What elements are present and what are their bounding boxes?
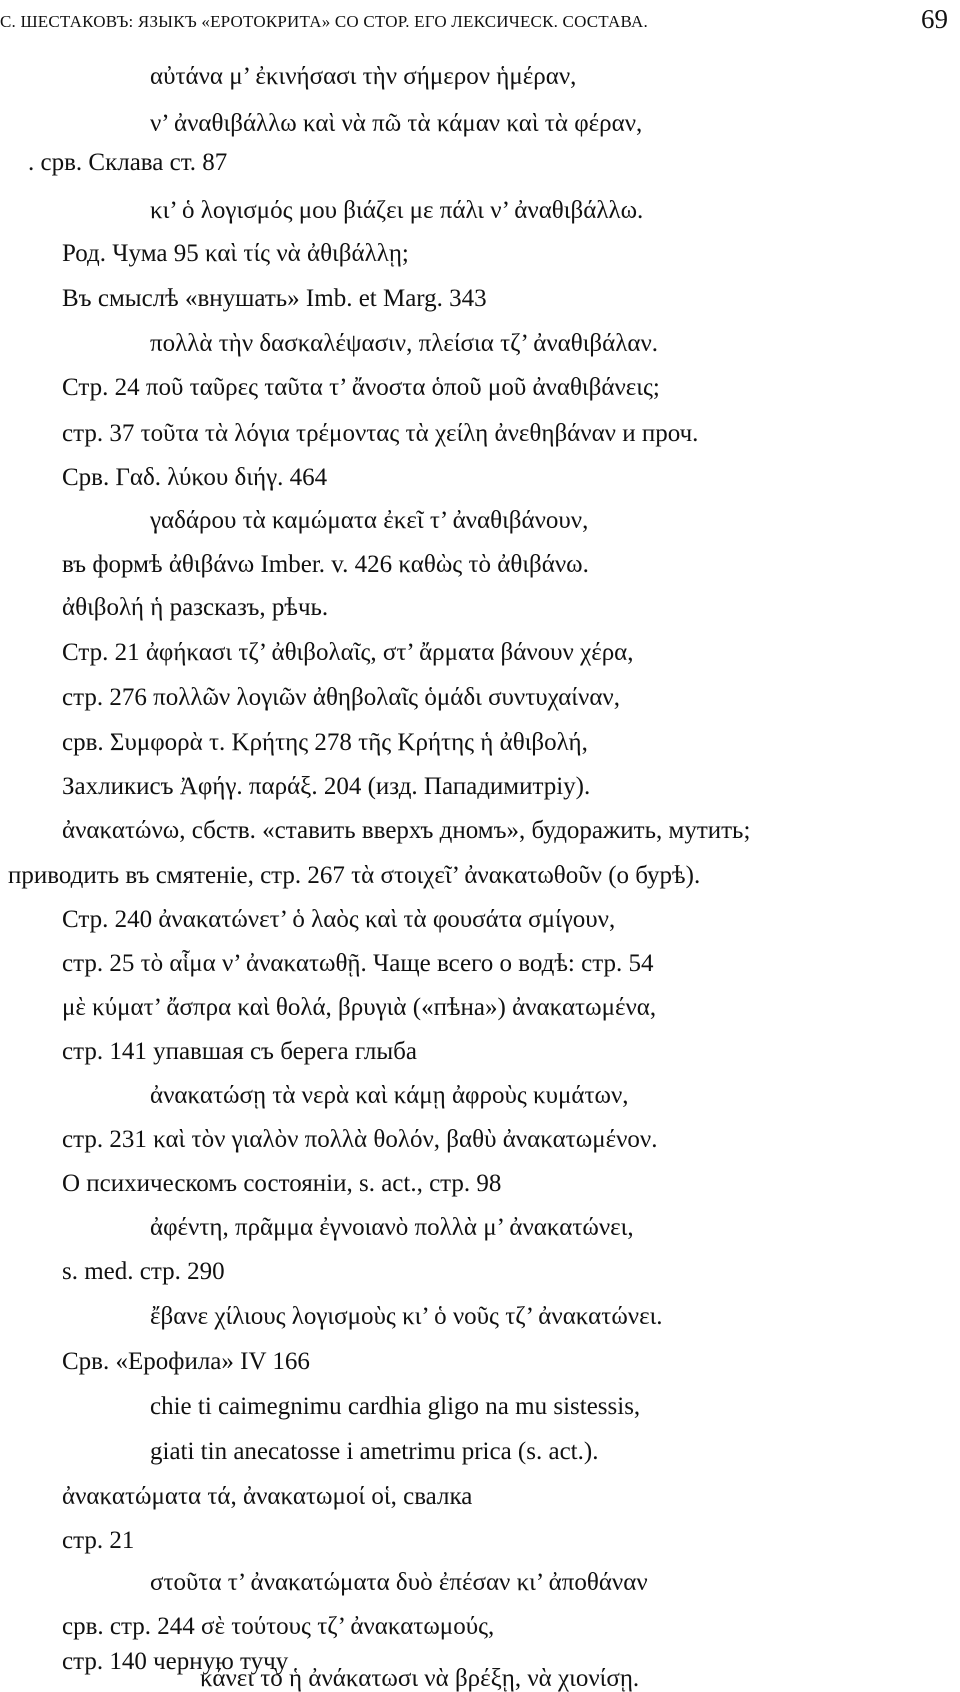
text-line: стр. 21	[62, 1527, 135, 1554]
page-header	[0, 4, 950, 40]
text-line: Стр. 240 ἀνακατώνετ’ ὁ λαὸς καὶ τὰ φουσάτα σμίγουν,	[62, 906, 616, 933]
text-line: κάνει τὸ ἡ ἀνάκατωσι νὰ βρέξῃ, νὰ χιονίσῃ.	[200, 1665, 640, 1692]
text-line: приводить въ смятеніе, стр. 267 τὰ στοιχεῖ’ ἀνακατωθοῦν (о бурѣ).	[8, 862, 701, 889]
text-line: ἀθιβολή ἡ разсказъ, рѣчь.	[62, 594, 329, 621]
text-line: στοῦτα τ’ ἀνακατώματα δυὸ ἐπέσαν κι’ ἀποθάναν	[150, 1569, 648, 1596]
text-line: ἀνακατώσῃ τὰ νερὰ καὶ κάμῃ ἀφροὺς κυμάτων,	[150, 1082, 629, 1109]
text-line: стр. 276 πολλῶν λογιῶν ἀθηβολαῖς ὁμάδι συντυχαίναν,	[62, 684, 620, 711]
text-line: ἔβανε χίλιους λογισμοὺς κι’ ὁ νοῦς τζ’ ἀνακατώνει.	[150, 1303, 663, 1330]
text-line: въ формѣ ἀθιβάνω Imber. v. 426 καθὼς τὸ ἀθιβάνω.	[62, 551, 589, 578]
text-line: срв. Συμφορὰ τ. Κρήτης 278 τῆς Κρήτης ἡ ἀθιβολή,	[62, 729, 588, 756]
text-line: стр. 140 черную тучу	[62, 1648, 289, 1675]
text-line: стр. 231 καὶ τὸν γιαλὸν πολλὰ θολόν, βαθὺ ἀνακατωμένον.	[62, 1126, 658, 1153]
text-line: стр. 141 упавшая съ берега глыба	[62, 1038, 417, 1065]
text-line: О психическомъ состояніи, s. act., стр. 98	[62, 1170, 502, 1197]
text-line: ν’ ἀναθιβάλλω καὶ νὰ πῶ τὰ κάμαν καὶ τὰ φέραν,	[150, 110, 643, 137]
text-line: Срв. «Ерофила» IV 166	[62, 1348, 310, 1375]
text-line: . срв. Склава ст. 87	[28, 149, 228, 176]
text-line: срв. стр. 244 σὲ τούτους τζ’ ἀνακατωμούς,	[62, 1613, 495, 1640]
text-line: πολλὰ τὴν δασκαλέψασιν, πλείσια τζ’ ἀναθιβάλαν.	[150, 330, 659, 357]
text-line: стр. 25 τὸ αἷμα ν’ ἀνακατωθῇ. Чаще всего о водѣ: стр. 54	[62, 950, 654, 977]
text-line: ἀνακατώνω, сбств. «ставить вверхъ дномъ», будоражить, мутить;	[62, 817, 751, 844]
text-line: Род. Чума 95 καὶ τίς νὰ ἀθιβάλλῃ;	[62, 240, 409, 267]
text-line: μὲ κύματ’ ἄσπρα καὶ θολά, βρυγιὰ («пѣна») ἀνακατωμένα,	[62, 994, 657, 1021]
text-line: κι’ ὁ λογισμός μου βιάζει με πάλι ν’ ἀναθιβάλλω.	[150, 197, 644, 224]
text-line: Срв. Γαδ. λύκου διήγ. 464	[62, 464, 328, 491]
text-line: Стр. 21 ἀφήκασι τζ’ ἀθιβολαῖς, στ’ ἄρματα βάνουν χέρα,	[62, 639, 634, 666]
text-line: Въ смыслѣ «внушать» Imb. et Marg. 343	[62, 285, 487, 312]
text-line: αὐτάνα μ’ ἐκινήσασι τὴν σήμερον ἡμέραν,	[150, 63, 577, 90]
text-line: ἀφέντη, πρᾶμμα ἐγνοιανὸ πολλὰ μ’ ἀνακατώνει,	[150, 1214, 634, 1241]
text-line: giati tin anecatosse i ametrimu prica (s. act.).	[150, 1438, 599, 1465]
text-line: Стр. 24 ποῦ ταῦρες ταῦτα τ’ ἄνοστα ὁποῦ μοῦ ἀναθιβάνεις;	[62, 374, 660, 401]
text-line: chie ti caimegnimu cardhia gligo na mu sistessis,	[150, 1393, 641, 1420]
text-line: Захликисъ Ἀφήγ. παράξ. 204 (изд. Пападимитріу).	[62, 773, 591, 800]
text-line: s. med. стр. 290	[62, 1258, 225, 1285]
text-line: γαδάρου τὰ καμώματα ἐκεῖ τ’ ἀναθιβάνουν,	[150, 507, 589, 534]
running-head: С. ШЕСТАКОВЪ: ЯЗЫКЪ «ЕРОТОКРИТА» СО СТОР. ЕГО ЛЕКСИЧЕСК. СОСТАВА.	[0, 12, 648, 31]
text-line: стр. 37 τοῦτα τὰ λόγια τρέμοντας τὰ χείλη ἀνεθηβάναν и проч.	[62, 420, 699, 447]
page-number: 69	[921, 4, 948, 34]
text-line: ἀνακατώματα τά, ἀνακατωμοί οἱ, свалка	[62, 1483, 473, 1510]
